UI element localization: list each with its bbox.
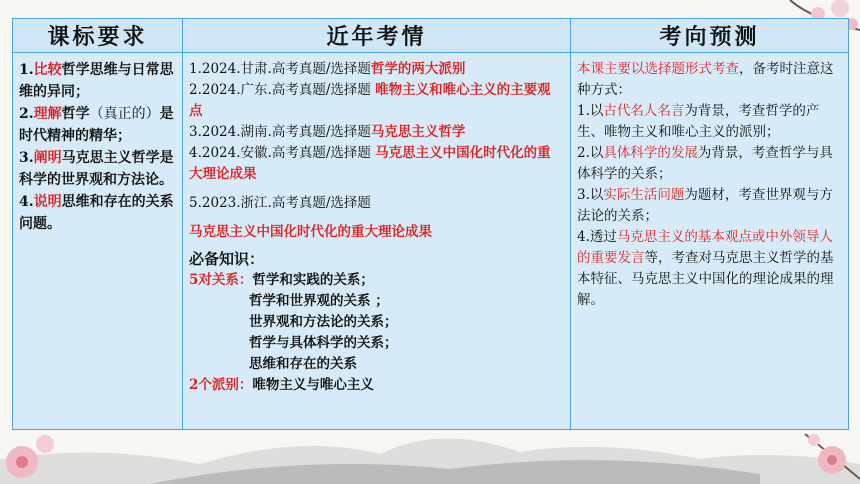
relation-item: 哲学和世界观的关系 ； <box>249 293 389 309</box>
curriculum-item: 4.说明思维和存在的关系问题。 <box>19 194 174 232</box>
exam-extra-topic: 马克思主义中国化时代化的重大理论成果 <box>189 224 432 240</box>
forecast-item: 3.以实际生活问题为题材，考查世界观与方法论的关系； <box>577 187 833 224</box>
header-row <box>13 19 849 53</box>
relations-label: 5对关系： <box>189 272 253 288</box>
required-knowledge-title: 必备知识： <box>189 250 265 268</box>
exam-item: 1.2024.甘肃.高考真题/选择题哲学的两大派别 <box>189 61 466 77</box>
forecast-cell <box>571 53 849 430</box>
forecast-item: 2.以具体科学的发展为背景，考查哲学与具体科学的关系； <box>577 145 833 182</box>
curriculum-item: 1.比较哲学思维与日常思维的异同； <box>19 62 174 100</box>
forecast-intro: 本课主要以选择题形式考查，备考时注意这种方式： <box>577 61 834 98</box>
curriculum-item: 3.阐明马克思主义哲学是科学的世界观和方法论。 <box>19 150 174 188</box>
curriculum-cell <box>13 53 183 430</box>
header-forecast: 考向预测 <box>571 19 849 53</box>
forecast-item: 1.以古代名人名言为背景，考查哲学的产生、唯物主义和唯心主义的派别； <box>577 103 820 140</box>
exam-item: 3.2024.湖南.高考真题/选择题马克思主义哲学 <box>189 124 466 140</box>
schools-item: 2个派别：唯物主义与唯心主义 <box>189 377 374 393</box>
exam-analysis-table <box>12 18 849 430</box>
recent-exams-cell <box>183 53 571 430</box>
header-recent-exams: 近年考情 <box>183 19 571 53</box>
content-row <box>13 53 849 430</box>
header-curriculum: 课标要求 <box>13 19 183 53</box>
relation-item: 5对关系：哲学和实践的关系； <box>189 272 374 288</box>
relation-item: 世界观和方法论的关系； <box>249 314 398 330</box>
relation-item: 哲学与具体科学的关系； <box>249 335 398 351</box>
exam-item: 5.2023.浙江.高考真题/选择题 <box>189 195 371 211</box>
schools-label: 2个派别： <box>189 377 253 393</box>
exam-item: 2.2024.广东.高考真题/选择题 唯物主义和唯心主义的主要观点 <box>189 82 551 119</box>
forecast-item: 4.透过马克思主义的基本观点或中外领导人的重要发言等，考查对马克思主义哲学的基本特征、马克思主义中国化的理论成果的理解。 <box>577 229 834 308</box>
curriculum-item: 2.理解哲学（真正的）是时代精神的精华； <box>19 106 174 144</box>
relation-item: 思维和存在的关系 <box>249 356 357 372</box>
exam-item: 4.2024.安徽.高考真题/选择题 马克思主义中国化时代化的重大理论成果 <box>189 145 551 182</box>
